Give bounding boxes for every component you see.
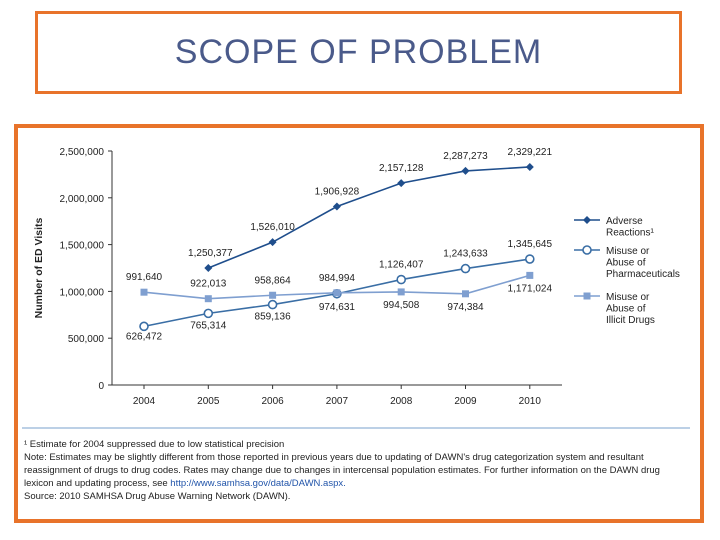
data-label: 2,157,128 xyxy=(378,163,424,175)
legend-label: Illicit Drugs xyxy=(606,315,655,326)
y-axis-title: Number of ED Visits xyxy=(33,217,45,319)
data-label: 765,314 xyxy=(190,320,227,332)
y-tick-label: 1,500,000 xyxy=(59,240,104,252)
data-label: 1,526,010 xyxy=(250,222,295,234)
y-tick-label: 0 xyxy=(98,381,104,392)
series-2-point xyxy=(269,301,277,309)
dawn-link[interactable]: http://www.samhsa.gov/data/DAWN.aspx. xyxy=(170,478,346,489)
data-label: 1,243,633 xyxy=(443,248,488,260)
series-2-point xyxy=(204,309,212,317)
note-line-3 xyxy=(24,477,694,490)
x-tick-label: 2010 xyxy=(518,396,541,407)
data-label: 1,250,377 xyxy=(188,247,233,259)
data-label: 1,171,024 xyxy=(507,283,553,295)
legend-marker-3 xyxy=(584,293,591,300)
series-1-point xyxy=(397,179,405,187)
x-tick-label: 2004 xyxy=(132,396,156,407)
slide-title: SCOPE OF PROBLEM xyxy=(174,33,543,71)
data-label: 974,631 xyxy=(318,301,355,313)
y-tick-label: 500,000 xyxy=(67,334,104,346)
data-label: 984,994 xyxy=(318,272,355,284)
series-3-point xyxy=(205,295,212,302)
source-line: Source: 2010 SAMHSA Drug Abuse Warning Network (DAWN). xyxy=(24,491,291,502)
legend-label: Reactions¹ xyxy=(606,227,654,239)
series-2-point xyxy=(462,265,470,273)
series-3-point xyxy=(269,292,276,299)
legend-label: Misuse or xyxy=(606,246,650,257)
chart-notes xyxy=(24,438,694,503)
series-1-point xyxy=(333,203,341,211)
data-label: 626,472 xyxy=(125,331,163,343)
legend-label: Pharmaceuticals xyxy=(606,269,680,280)
legend-label: Misuse or xyxy=(606,292,650,303)
series-1-point xyxy=(526,163,534,171)
x-tick-label: 2009 xyxy=(454,396,477,407)
y-tick-label: 2,000,000 xyxy=(59,193,104,205)
series-1-point xyxy=(462,167,470,175)
data-label: 2,329,221 xyxy=(507,146,553,158)
x-tick-label: 2008 xyxy=(390,396,413,407)
note-line-3-text: lexicon and updating process, see xyxy=(24,478,168,489)
series-1-point xyxy=(204,264,212,272)
legend-label: Adverse xyxy=(606,216,643,227)
legend-marker-1 xyxy=(583,216,591,224)
note-line-1: Note: Estimates may be slightly different from those reported in previous years due to updating of DAWN's drug categorization system and resultant xyxy=(24,452,644,463)
data-label: 991,640 xyxy=(125,272,163,284)
legend-marker-2 xyxy=(583,246,591,254)
legend-label: Abuse of xyxy=(606,257,646,269)
series-1-point xyxy=(269,238,277,246)
data-label: 974,384 xyxy=(447,301,484,313)
y-tick-label: 2,500,000 xyxy=(59,147,104,158)
x-tick-label: 2006 xyxy=(261,396,284,407)
series-3-point xyxy=(333,289,340,296)
data-label: 922,013 xyxy=(190,278,227,290)
data-label: 859,136 xyxy=(254,311,291,323)
x-tick-label: 2005 xyxy=(197,396,220,407)
data-label: 1,906,928 xyxy=(314,186,360,198)
series-2-point xyxy=(397,276,405,284)
footnote: ¹ Estimate for 2004 suppressed due to low statistical precision xyxy=(24,439,285,450)
series-3-point xyxy=(462,290,469,297)
note-line-2: reassignment of drugs to drug codes. Rates may change due to changes in intercensal population estimates. For further information on the DAWN drug xyxy=(24,465,660,476)
data-label: 2,287,273 xyxy=(443,150,488,162)
series-3-point xyxy=(398,288,405,295)
series-2-point xyxy=(526,255,534,263)
data-label: 1,126,407 xyxy=(378,259,424,271)
series-3-point xyxy=(526,272,533,279)
data-label: 1,345,645 xyxy=(507,239,553,251)
legend-label: Abuse of xyxy=(606,303,646,315)
series-3-point xyxy=(141,289,148,296)
data-label: 958,864 xyxy=(254,275,291,287)
y-tick-label: 1,000,000 xyxy=(59,287,104,299)
x-tick-label: 2007 xyxy=(325,396,349,407)
series-2-point xyxy=(140,322,148,330)
data-label: 994,508 xyxy=(383,299,420,311)
